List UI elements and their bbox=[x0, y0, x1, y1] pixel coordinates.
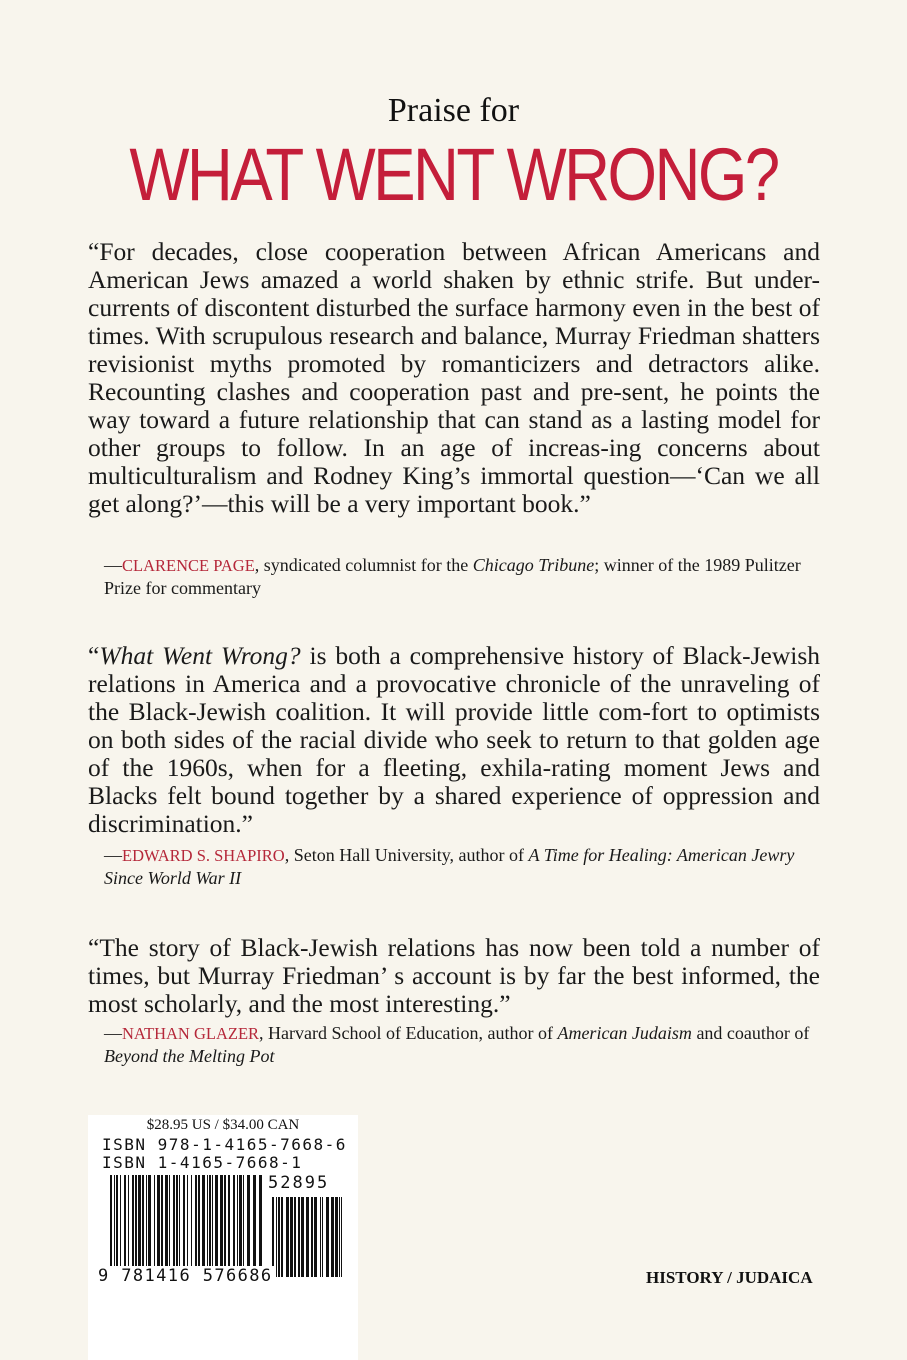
barcode-bar bbox=[207, 1175, 208, 1267]
barcode-bar bbox=[286, 1197, 289, 1277]
barcode-bar bbox=[322, 1197, 323, 1277]
reviewer-role-mid: and coauthor of bbox=[691, 1023, 810, 1043]
barcode-bar bbox=[195, 1175, 197, 1267]
barcode-bar bbox=[161, 1175, 163, 1267]
barcode-ean-digits: 9 781416 576686 bbox=[98, 1266, 273, 1286]
barcode-bar bbox=[148, 1175, 151, 1267]
reviewer-role-suffix: ; winner of the 1989 Pulitzer Prize for commentary bbox=[104, 555, 801, 598]
reviewer-book-title: American Judaism bbox=[557, 1023, 692, 1043]
barcode-bar bbox=[301, 1197, 304, 1277]
barcode-bar bbox=[176, 1175, 178, 1267]
barcode-bar bbox=[237, 1175, 238, 1267]
barcode-bar bbox=[187, 1175, 188, 1275]
barcode-bar bbox=[335, 1197, 338, 1277]
barcode-bar bbox=[272, 1197, 274, 1277]
barcode-bar bbox=[339, 1197, 340, 1277]
barcode-bar bbox=[110, 1175, 112, 1275]
barcode-bar bbox=[290, 1197, 293, 1277]
barcode-bar bbox=[253, 1175, 256, 1267]
blurb-quote-shapiro bbox=[88, 642, 820, 838]
barcode-bar bbox=[306, 1197, 309, 1277]
barcode-bar bbox=[247, 1175, 250, 1267]
attribution-dash: — bbox=[104, 1023, 122, 1043]
barcode-bar bbox=[116, 1175, 118, 1267]
reviewer-name: NATHAN GLAZER bbox=[122, 1024, 260, 1043]
barcode-bar bbox=[179, 1175, 180, 1267]
price-label: $28.95 US / $34.00 CAN bbox=[146, 1117, 300, 1133]
barcode-bar bbox=[142, 1175, 144, 1267]
barcode-bar bbox=[132, 1175, 134, 1267]
barcode-bar bbox=[183, 1175, 185, 1267]
barcode-bar bbox=[243, 1175, 244, 1267]
barcode-bar bbox=[298, 1197, 300, 1277]
barcode-bar bbox=[224, 1175, 226, 1267]
barcode-bar bbox=[276, 1197, 277, 1277]
barcode-addon-number: 52895 bbox=[268, 1173, 330, 1193]
barcode-bar bbox=[169, 1175, 170, 1267]
barcode-bar bbox=[202, 1175, 205, 1267]
barcode-bar bbox=[320, 1197, 321, 1277]
barcode-bar bbox=[198, 1175, 200, 1267]
blurb-attribution-page bbox=[104, 554, 834, 599]
barcode-bar bbox=[281, 1197, 283, 1277]
book-title-inline: What Went Wrong? bbox=[99, 641, 301, 670]
barcode-bar bbox=[220, 1175, 223, 1267]
publication-title: Chicago Tribune bbox=[472, 555, 595, 575]
barcode-bar bbox=[311, 1197, 313, 1277]
blurb-quote-glazer: “The story of Black-Jewish relations has now been told a number of times, but Murray Friedman’ s account is by far the best informed, the most scholarly, and the most interesting.” bbox=[88, 933, 820, 1018]
barcode-bar bbox=[331, 1197, 334, 1277]
barcode-bar bbox=[128, 1175, 129, 1267]
attribution-dash: — bbox=[104, 555, 122, 575]
reviewer-role: , Seton Hall University, author of bbox=[284, 845, 529, 865]
barcode-bar bbox=[212, 1175, 213, 1267]
barcode-bar bbox=[173, 1175, 175, 1267]
barcode-bar bbox=[157, 1175, 160, 1267]
barcode-bar bbox=[314, 1197, 317, 1277]
category-label: HISTORY / JUDAICA bbox=[646, 1268, 813, 1287]
barcode-bar bbox=[191, 1175, 192, 1267]
barcode-bar bbox=[146, 1175, 147, 1267]
barcode-bar bbox=[124, 1175, 126, 1267]
barcode-bar bbox=[228, 1175, 230, 1267]
praise-for-heading: Praise for bbox=[387, 92, 520, 129]
barcode-bar bbox=[259, 1175, 262, 1275]
barcode-panel bbox=[88, 1115, 358, 1360]
barcode-bar bbox=[120, 1175, 121, 1267]
reviewer-book-title-2: Beyond the Melting Pot bbox=[104, 1046, 275, 1066]
isbn13-label: ISBN 978-1-4165-7668-6 bbox=[102, 1135, 347, 1154]
barcode-bar bbox=[215, 1175, 218, 1267]
open-quote: “ bbox=[88, 641, 100, 670]
blurb-attribution-glazer bbox=[104, 1022, 834, 1067]
reviewer-name: EDWARD S. SHAPIRO bbox=[122, 846, 285, 865]
barcode-bar bbox=[209, 1175, 211, 1267]
barcode-bar bbox=[239, 1175, 242, 1267]
reviewer-name: CLARENCE PAGE bbox=[122, 556, 255, 575]
reviewer-role: , Harvard School of Education, author of bbox=[259, 1023, 558, 1043]
barcode-bar bbox=[341, 1197, 342, 1277]
barcode-bar bbox=[135, 1175, 137, 1267]
reviewer-role: , syndicated columnist for the bbox=[254, 555, 473, 575]
barcode-bar bbox=[294, 1197, 296, 1277]
barcode-bar bbox=[326, 1197, 329, 1277]
book-title: WHAT WENT WRONG? bbox=[129, 133, 778, 216]
barcode-bar bbox=[165, 1175, 168, 1267]
blurb-attribution-shapiro bbox=[104, 844, 834, 889]
attribution-dash: — bbox=[104, 845, 122, 865]
barcode-bar bbox=[154, 1175, 155, 1267]
barcode-bar bbox=[233, 1175, 235, 1267]
blurb-quote-page: “For decades, close cooperation between African Americans and American Jews amazed a world shaken by ethnic strife. But under-currents of discontent disturbed the surface harmony even in the best of times. With scrupulous research and balance, Murray Friedman shatters revisionist myths promoted by romanticizers and detractors alike. Recounting clashes and cooperation past and pre-sent, he points the way toward a future relationship that can stand as a lasting model for other groups to follow. In an age of increas-ing concerns about multiculturalism and Rodney King’s immortal question—‘Can we all get along?’—this will be a very important book.” bbox=[88, 237, 820, 518]
isbn10-label: ISBN 1-4165-7668-1 bbox=[102, 1153, 303, 1172]
barcode-bar bbox=[138, 1175, 141, 1267]
barcode-bar bbox=[278, 1197, 280, 1277]
reviewer-book-title: A Time for Healing: American Jewry Since World War II bbox=[104, 845, 795, 888]
quote-text: is both a comprehensive history of Black-Jewish relations in America and a provocative chronicle of the unraveling of the Black-Jewish coalition. It will provide little com-fort to optimists on both sides of the racial divide who seek to return to that golden age of the 1960s, when for a fleeting, exhila-rating moment Jews and Blacks felt bound together by a shared experience of oppression and discrimination.” bbox=[88, 641, 820, 838]
barcode-bar bbox=[114, 1175, 115, 1275]
